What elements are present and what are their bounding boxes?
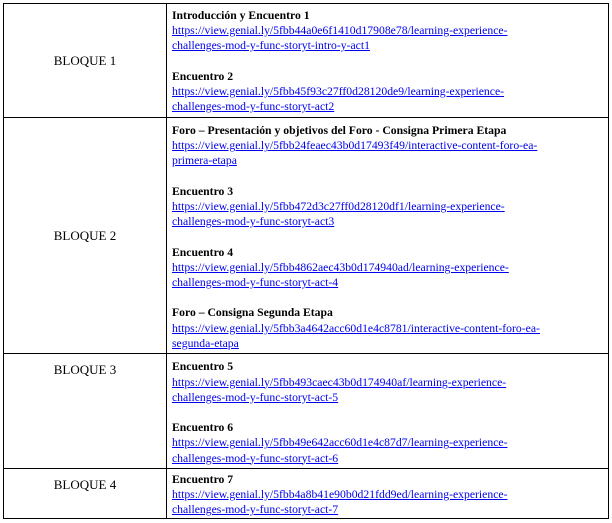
entry <box>172 245 602 291</box>
block-content-cell <box>167 4 609 118</box>
block-content-cell <box>167 469 609 519</box>
entry-link[interactable]: https://view.genial.ly/5fbb24feaec43b0d17493f49/interactive-content-foro-ea- primera-etapa <box>172 139 538 168</box>
block-label: BLOQUE 4 <box>53 477 117 492</box>
entry-title: Encuentro 2 <box>172 69 234 83</box>
entry-title: Encuentro 6 <box>172 421 234 435</box>
entry-link[interactable]: https://view.genial.ly/5fbb4862aec43b0d174940ad/learning-experience- challenges-mod-y-func-storyt-act-4 <box>172 260 509 289</box>
block-row <box>4 469 609 519</box>
entry-title: Encuentro 7 <box>172 472 234 486</box>
entry-spacer <box>172 290 602 305</box>
entry-title: Foro – Presentación y objetivos del Foro - Consigna Primera Etapa <box>172 124 507 137</box>
block-content-cell <box>167 118 609 354</box>
entry-link[interactable]: https://view.genial.ly/5fbb45f93c27ff0d28120de9/learning-experience- challenges-mod-y-func-storyt-act2 <box>172 84 505 113</box>
entry-link[interactable]: https://view.genial.ly/5fbb493caec43b0d174940af/learning-experience- challenges-mod-y-func-storyt-act-5 <box>172 375 507 404</box>
block-label: BLOQUE 1 <box>53 52 117 68</box>
entry <box>172 420 602 466</box>
block-label-cell <box>4 4 167 118</box>
entry-link[interactable]: https://view.genial.ly/5fbb472d3c27ff0d28120df1/learning-experience- challenges-mod-y-func-storyt-act3 <box>172 200 505 229</box>
entry-link[interactable]: https://view.genial.ly/5fbb3a4642acc60d1e4c8781/interactive-content-foro-ea- segunda-etapa <box>172 321 540 350</box>
blocks-table <box>3 3 609 519</box>
block-row <box>4 354 609 469</box>
entry-link[interactable]: https://view.genial.ly/5fbb44a0e6f1410d17908e78/learning-experience- challenges-mod-y-func-storyt-intro-y-act1 <box>172 24 508 53</box>
block-content-cell <box>167 354 609 469</box>
block-label: BLOQUE 3 <box>53 362 117 377</box>
entry <box>172 123 602 169</box>
entry-spacer <box>172 169 602 184</box>
entry <box>172 472 602 518</box>
entry-link[interactable]: https://view.genial.ly/5fbb4a8b41e90b0d21fdd9ed/learning-experience- challenges-mod-y-func-storyt-act-7 <box>172 487 508 517</box>
block-row <box>4 4 609 118</box>
entry-title: Foro – Consigna Segunda Etapa <box>172 306 333 320</box>
entry-spacer <box>172 229 602 244</box>
entry-title: Encuentro 4 <box>172 245 234 259</box>
entry-link[interactable]: https://view.genial.ly/5fbb49e642acc60d1e4c87d7/learning-experience- challenges-mod-y-func-storyt-act-6 <box>172 436 508 465</box>
block-label: BLOQUE 2 <box>53 227 117 243</box>
entry <box>172 305 602 351</box>
block-label-cell <box>4 469 167 519</box>
entry-spacer <box>172 53 602 68</box>
block-label-cell <box>4 354 167 469</box>
entry-spacer <box>172 405 602 420</box>
entry-title: Encuentro 5 <box>172 360 234 374</box>
entry <box>172 184 602 230</box>
block-row <box>4 118 609 354</box>
entry <box>172 8 602 54</box>
entry-title: Encuentro 3 <box>172 184 234 198</box>
entry <box>172 69 602 115</box>
block-label-cell <box>4 118 167 354</box>
entry-title: Introducción y Encuentro 1 <box>172 8 310 22</box>
entry <box>172 359 602 405</box>
